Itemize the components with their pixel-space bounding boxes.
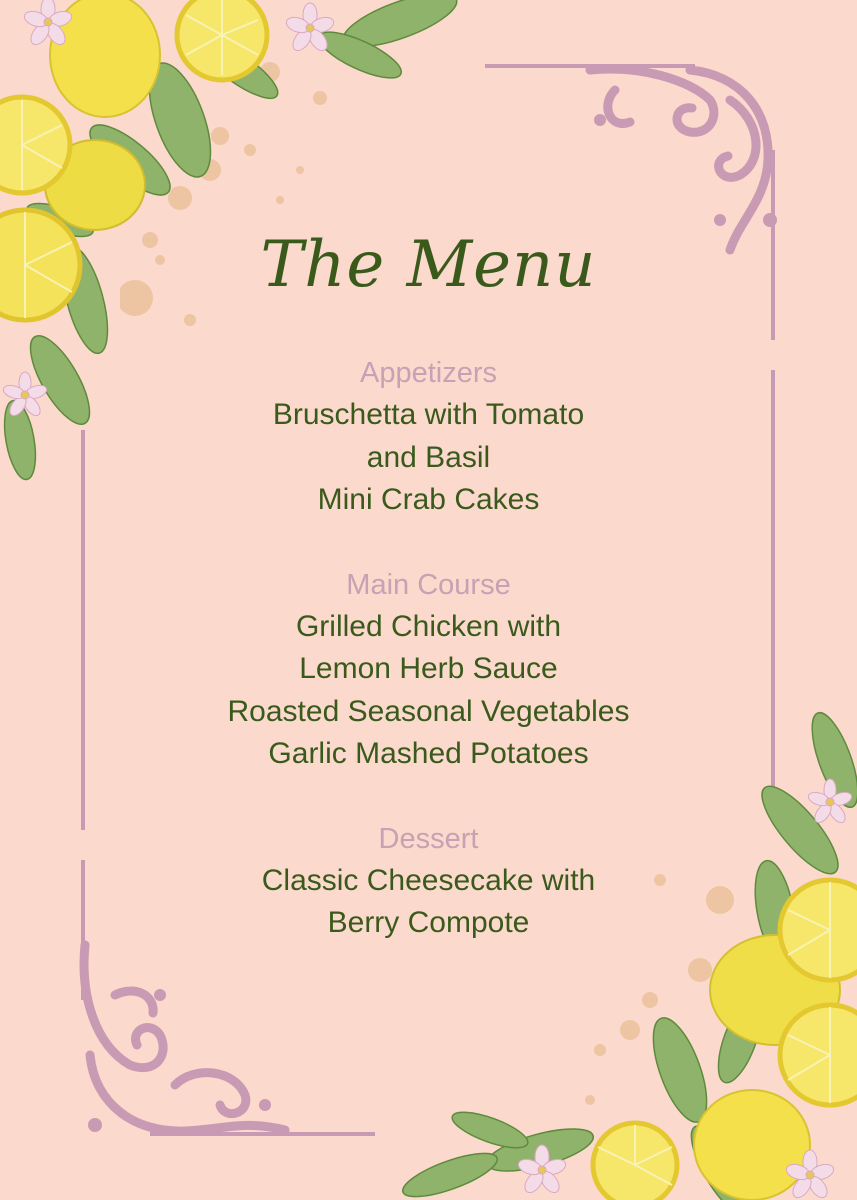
menu-item: Lemon Herb Sauce <box>299 652 558 685</box>
section-title: Appetizers <box>359 357 497 389</box>
menu-item: Grilled Chicken with <box>295 609 562 643</box>
section-title: Main Course <box>346 568 511 601</box>
menu-section-main-course <box>0 564 857 776</box>
menu-item: Mini Crab Cakes <box>317 483 540 516</box>
menu-item: Classic Cheesecake with <box>261 863 596 897</box>
menu-item: Garlic Mashed Potatoes <box>268 737 589 770</box>
section-title: Dessert <box>378 822 479 855</box>
menu-title: The Menu <box>260 228 597 302</box>
menu-sections <box>0 352 857 987</box>
menu-item: and Basil <box>366 440 491 474</box>
menu-section-appetizers <box>0 352 857 522</box>
menu-item: Bruschetta with Tomato <box>272 398 585 431</box>
menu-item: Roasted Seasonal Vegetables <box>227 694 630 728</box>
menu-section-dessert <box>0 818 857 945</box>
menu-item: Berry Compote <box>327 906 530 939</box>
